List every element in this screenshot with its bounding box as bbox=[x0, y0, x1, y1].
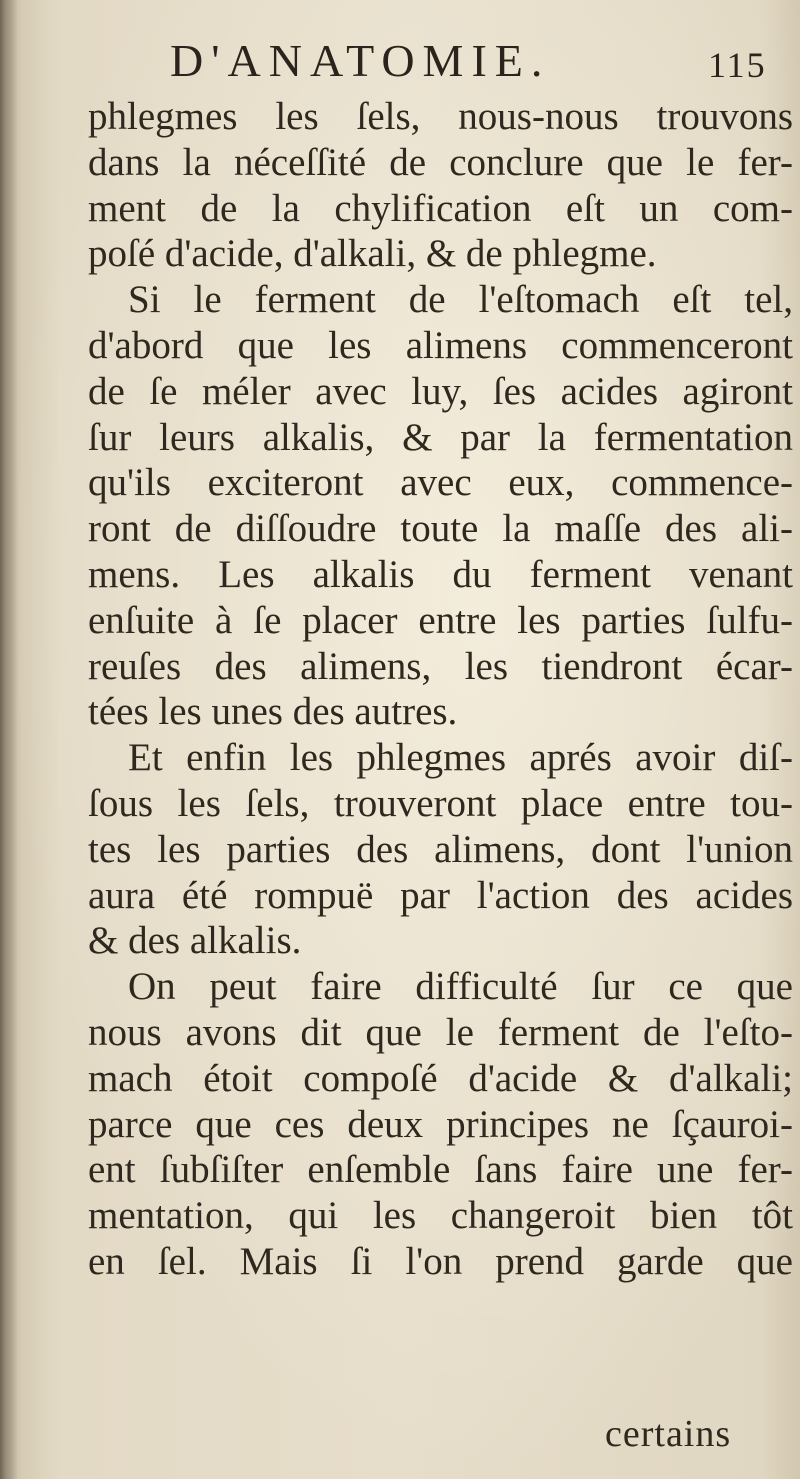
text-line: & des alkalis. bbox=[88, 919, 302, 963]
page-number: 115 bbox=[708, 45, 767, 85]
text-line: nous avons dit que le ferment de l'eſto- bbox=[88, 1010, 793, 1054]
text-line: de ſe méler avec luy, ſes acides agiront bbox=[88, 369, 793, 413]
text-line: ent ſubſiſter enſemble ſans faire une fer- bbox=[88, 1148, 793, 1192]
text-line: ſous les ſels, trouveront place entre tou- bbox=[88, 781, 793, 825]
running-title: D'ANATOMIE. bbox=[170, 35, 551, 86]
binding-gutter-shadow bbox=[0, 0, 18, 1479]
text-line: ront de diſſoudre toute la maſſe des ali- bbox=[88, 507, 793, 551]
text-line: ſur leurs alkalis, & par la fermentation bbox=[88, 415, 793, 459]
text-line: On peut faire difficulté ſur ce que bbox=[128, 965, 793, 1009]
catchword: certains bbox=[605, 1413, 732, 1455]
text-line: mens. Les alkalis du ferment venant bbox=[88, 552, 793, 596]
text-line: mach étoit compoſé d'acide & d'alkali; bbox=[88, 1056, 793, 1100]
text-line: en ſel. Mais ſi l'on prend garde que bbox=[88, 1239, 793, 1283]
text-line: mentation, qui les changeroit bien tôt bbox=[88, 1194, 793, 1238]
text-line: ment de la chylification eſt un com- bbox=[88, 186, 793, 230]
text-line: poſé d'acide, d'alkali, & de phlegme. bbox=[88, 232, 657, 276]
body-text bbox=[88, 94, 793, 1285]
text-line: tées les unes des autres. bbox=[88, 690, 458, 734]
text-line: qu'ils exciteront avec eux, commence- bbox=[88, 461, 793, 505]
text-line: reuſes des alimens, les tiendront écar- bbox=[88, 644, 793, 688]
text-line: parce que ces deux principes ne ſçauroi- bbox=[88, 1102, 793, 1146]
text-line: enſuite à ſe placer entre les parties ſulfu- bbox=[88, 598, 793, 642]
text-line: aura été rompuë par l'action des acides bbox=[88, 873, 793, 917]
text-line: d'abord que les alimens commenceront bbox=[88, 323, 793, 367]
text-line: phlegmes les ſels, nous-nous trouvons bbox=[88, 95, 793, 138]
text-line: tes les parties des alimens, dont l'union bbox=[88, 827, 793, 871]
text-line: Et enfin les phlegmes aprés avoir diſ- bbox=[128, 736, 793, 780]
page-header bbox=[160, 34, 800, 94]
text-line: Si le ferment de l'eſtomach eſt tel, bbox=[128, 278, 793, 322]
text-line: dans la néceſſité de conclure que le fer- bbox=[88, 140, 793, 184]
